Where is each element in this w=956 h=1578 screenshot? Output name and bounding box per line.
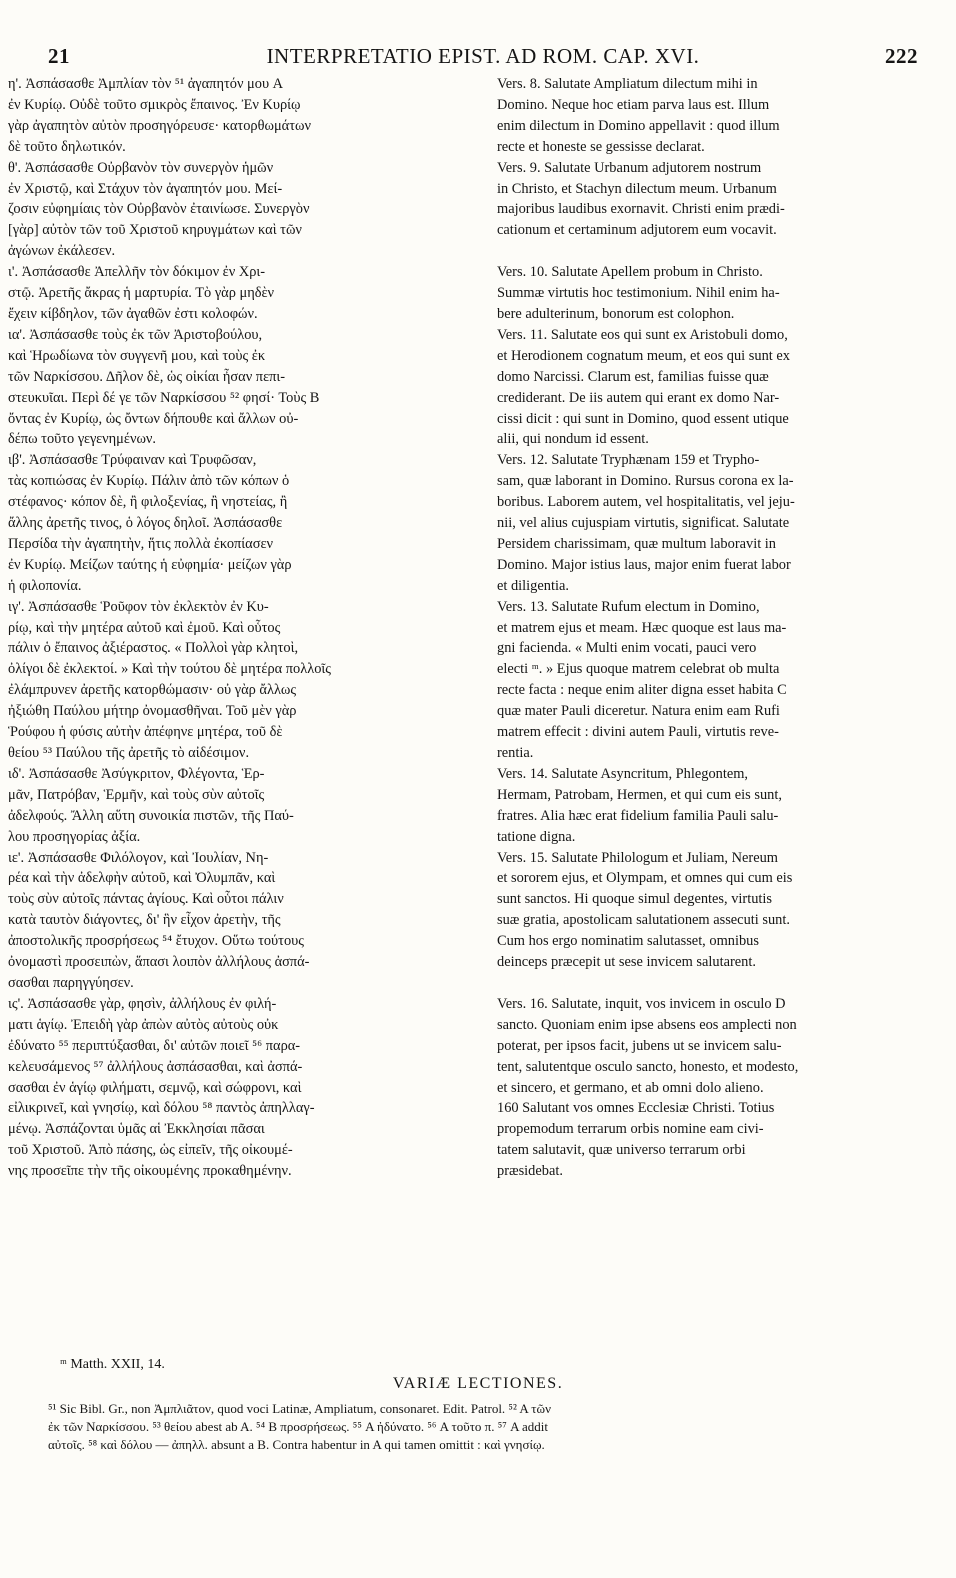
greek-text-line: μᾶν, Πατρόβαν, Ἑρμῆν, καὶ τοὺς σὺν αὐτοῖς bbox=[8, 786, 265, 803]
latin-text-line: sunt sanctos. Hi quoque simul degentes, virtutis bbox=[497, 891, 772, 908]
latin-text-line: sancto. Quoniam enim ipse absens eos amplecti non bbox=[497, 1016, 797, 1033]
greek-text-line: νης προσεῖπε τὴν τῆς οἰκουμένης προκαθημένην. bbox=[8, 1163, 292, 1180]
greek-text-line: δὲ τοῦτο δηλωτικόν. bbox=[8, 138, 126, 155]
latin-text-line: cissi dicit : qui sunt in Domino, quod essent utique bbox=[497, 410, 789, 427]
greek-text-line: ὀνομαστὶ προσειπὼν, ἅπασι λοιπὸν ἀλλήλους ἀσπά- bbox=[8, 954, 310, 971]
greek-text-line: ιβ'. Ἀσπάσασθε Τρύφαιναν καὶ Τρυφῶσαν, bbox=[8, 452, 257, 469]
latin-text-line: fratres. Alia hæc erat fidelium familia Pauli salu- bbox=[497, 807, 779, 824]
greek-text-line: δέπω τοῦτο γεγενημένων. bbox=[8, 431, 157, 448]
latin-text-line: Hermam, Patrobam, Hermen, et qui cum eis sunt, bbox=[497, 786, 782, 803]
latin-text-line: Vers. 13. Salutate Rufum electum in Domino, bbox=[497, 598, 760, 615]
greek-text-line: τοὺς σὺν αὐτοῖς πάντας ἁγίους. Καὶ οὗτοι πάλιν bbox=[8, 891, 284, 908]
latin-text-line: electi ᵐ. » Ejus quoque matrem celebrat ob multa bbox=[497, 661, 780, 678]
latin-text-line: Vers. 11. Salutate eos qui sunt ex Aristobuli domo, bbox=[497, 326, 788, 343]
greek-text-line: κατὰ ταυτὸν διάγοντες, δι' ἣν εἶχον ἀρετὴν, τῆς bbox=[8, 912, 281, 929]
running-title: INTERPRETATIO EPIST. AD ROM. CAP. XVI. bbox=[266, 44, 700, 68]
greek-text-line: ι'. Ἀσπάσασθε Ἀπελλῆν τὸν δόκιμον ἐν Χρι- bbox=[8, 264, 266, 281]
latin-text-line: gni facienda. « Multi enim vocati, pauci vero bbox=[497, 640, 757, 657]
greek-text-line: καὶ Ἡρωδίωνα τὸν συγγενῆ μου, καὶ τοὺς ἐκ bbox=[8, 347, 266, 364]
greek-text-column bbox=[8, 74, 448, 1182]
latin-text-line: boribus. Laborem autem, vel hospitalitatis, vel jeju- bbox=[497, 494, 795, 511]
latin-text-line: deinceps præcepit ut sese invicem salutarent. bbox=[497, 954, 756, 971]
latin-text-line: Persidem charissimam, quæ multum laboravit in bbox=[497, 535, 776, 552]
latin-text-line: et sincero, et germano, et ab omni dolo alieno. bbox=[497, 1079, 764, 1096]
latin-text-line: matrem effecit : divini autem Pauli, virtutis reve- bbox=[497, 724, 779, 741]
latin-text-line: Cum hos ergo nominatim salutasset, omnibus bbox=[497, 933, 759, 950]
latin-text-line: enim dilectum in Domino appellavit : quod illum bbox=[497, 117, 780, 134]
latin-text-line: rentia. bbox=[497, 745, 534, 761]
greek-text-line: σασθαι ἐν ἁγίῳ φιλήματι, σεμνῷ, καὶ σώφρονι, καὶ bbox=[8, 1079, 302, 1096]
latin-text-line: et sororem ejus, et Olympam, et omnes qui cum eis bbox=[497, 870, 793, 887]
greek-text-line: ρίῳ, καὶ τὴν μητέρα αὐτοῦ καὶ ἐμοῦ. Καὶ οὗτος bbox=[8, 619, 281, 636]
greek-text-line: πάλιν ὁ ἔπαινος ἀξιέραστος. « Πολλοὶ γὰρ κλητοὶ, bbox=[8, 640, 299, 657]
greek-text-line: ἐλάμπρυνεν ἀρετῆς κατορθώμασιν· οὐ γὰρ ἄλλως bbox=[8, 682, 297, 699]
latin-text-line bbox=[497, 973, 917, 994]
greek-text-line: θ'. Ἀσπάσασθε Οὐρβανὸν τὸν συνεργὸν ἡμῶν bbox=[8, 159, 274, 176]
latin-text-line: Vers. 12. Salutate Tryphænam 159 et Trypho- bbox=[497, 452, 760, 469]
latin-text-line: tent, salutentque osculo sancto, honesto, et modesto, bbox=[497, 1058, 799, 1075]
greek-text-line: ἀγώνων ἐκάλεσεν. bbox=[8, 243, 116, 260]
greek-text-line: τὰς κοπιώσας ἐν Κυρίῳ. Πάλιν ἀπὸ τῶν κόπων ὁ bbox=[8, 473, 290, 490]
right-page-number: 222 bbox=[885, 44, 918, 68]
latin-text-line: tatem salutavit, quæ universo terrarum orbi bbox=[497, 1142, 746, 1159]
latin-text-line: poterat, per ipsos facit, jubens ut se invicem salu- bbox=[497, 1037, 782, 1054]
latin-text-line bbox=[497, 241, 917, 262]
greek-text-line: Περσίδα τὴν ἀγαπητὴν, ἥτις πολλὰ ἐκοπίασεν bbox=[8, 535, 274, 552]
greek-text-line: ἠξιώθη Παύλου μήτηρ ὀνομασθῆναι. Τοῦ μὲν γὰρ bbox=[8, 703, 297, 720]
greek-text-line: σασθαι παρηγγύησεν. bbox=[8, 974, 134, 991]
greek-text-line: ἐν Κυρίῳ. Μείζων ταύτης ἡ εὐφημία· μείζων γὰρ bbox=[8, 556, 292, 573]
latin-text-line: Vers. 10. Salutate Apellem probum in Christo. bbox=[497, 264, 763, 281]
greek-text-line: λου προσηγορίας ἀξία. bbox=[8, 828, 141, 845]
greek-text-line: ἄλλης ἀρετῆς τινος, ὁ λόγος δηλοῖ. Ἀσπάσασθε bbox=[8, 515, 283, 532]
greek-text-line: η'. Ἀσπάσασθε Ἀμπλίαν τὸν ⁵¹ ἀγαπητόν μου A bbox=[8, 76, 284, 92]
greek-text-line: ιε'. Ἀσπάσασθε Φιλόλογον, καὶ Ἰουλίαν, Νη- bbox=[8, 849, 269, 866]
latin-text-line: majoribus laudibus exornavit. Christi enim prædi- bbox=[497, 201, 785, 218]
latin-text-line: Vers. 9. Salutate Urbanum adjutorem nostrum bbox=[497, 159, 762, 176]
latin-text-line: bere adulterinum, bonorum est colophon. bbox=[497, 305, 735, 322]
variant-reading-line: αὐτοῖς. ⁵⁸ καὶ δόλου — ἀπηλλ. absunt a B. Contra habentur in A qui tamen omittit : καὶ γνησίῳ. bbox=[48, 1437, 545, 1452]
greek-text-line: ἐν Χριστῷ, καὶ Στάχυν τὸν ἀγαπητόν μου. Μεί- bbox=[8, 180, 283, 197]
greek-text-line: ἀποστολικῆς προσρήσεως ⁵⁴ ἔτυχον. Οὕτω τούτους bbox=[8, 933, 304, 950]
latin-text-line: alii, qui nondum id essent. bbox=[497, 431, 649, 448]
latin-text-line: domo Narcissi. Clarum est, familias fuisse quæ bbox=[497, 368, 769, 385]
latin-text-line: cationum et certaminum adjutorem eum vocavit. bbox=[497, 222, 777, 239]
greek-text-line: κελευσάμενος ⁵⁷ ἀλλήλους ἀσπάσασθαι, καὶ ἀσπά- bbox=[8, 1058, 303, 1075]
latin-text-line: et matrem ejus et meam. Hæc quoque est laus ma- bbox=[497, 619, 787, 636]
latin-text-line: in Christo, et Stachyn dilectum meum. Urbanum bbox=[497, 180, 777, 197]
greek-text-line: ἀδελφούς. Ἄλλη αὕτη συνοικία πιστῶν, τῆς Παύ- bbox=[8, 807, 294, 824]
left-page-number: 21 bbox=[48, 44, 70, 68]
latin-text-line: 160 Salutant vos omnes Ecclesiæ Christi. Totius bbox=[497, 1100, 775, 1117]
greek-text-line: ματι ἁγίῳ. Ἐπειδὴ γὰρ ἀπὼν αὐτὸς αὐτοὺς οὐκ bbox=[8, 1016, 279, 1033]
latin-text-line: Vers. 8. Salutate Ampliatum dilectum mihi in bbox=[497, 76, 758, 92]
greek-text-line: ὄντας ἐν Κυρίῳ, ὡς ὄντων δήπουθε καὶ ἄλλων οὐ- bbox=[8, 410, 299, 427]
greek-text-line: στῷ. Ἀρετῆς ἄκρας ἡ μαρτυρία. Τὸ γὰρ μηδὲν bbox=[8, 285, 275, 302]
footnote-reference: ᵐ Matth. XXII, 14. bbox=[60, 1357, 165, 1372]
greek-text-line: τῶν Ναρκίσσου. Δῆλον δὲ, ὡς οἰκίαι ἦσαν πεπι- bbox=[8, 368, 286, 385]
latin-text-line: Vers. 15. Salutate Philologum et Juliam, Nereum bbox=[497, 849, 778, 866]
latin-text-line: Summæ virtutis hoc testimonium. Nihil enim ha- bbox=[497, 285, 780, 302]
greek-text-line: ρέα καὶ τὴν ἀδελφὴν αὐτοῦ, καὶ Ὀλυμπᾶν, καὶ bbox=[8, 870, 276, 887]
greek-text-line: ις'. Ἀσπάσασθε γὰρ, φησὶν, ἀλλήλους ἐν φιλή- bbox=[8, 995, 277, 1012]
latin-text-line: tatione digna. bbox=[497, 828, 576, 845]
variae-lectiones bbox=[48, 1400, 928, 1454]
greek-text-line: ζοσιν εὐφημίαις τὸν Οὐρβανὸν ἐταινίωσε. Συνεργὸν bbox=[8, 201, 310, 218]
greek-text-line: ιδ'. Ἀσπάσασθε Ἀσύγκριτον, Φλέγοντα, Ἑρ- bbox=[8, 765, 265, 782]
latin-text-line: propemodum terrarum orbis nomine eam civi- bbox=[497, 1121, 764, 1138]
latin-text-line: nii, vel alius cujuspiam virtutis, significat. Salutate bbox=[497, 515, 790, 532]
greek-text-line: [γὰρ] αὐτὸν τῶν τοῦ Χριστοῦ κηρυγμάτων καὶ τῶν bbox=[8, 222, 302, 239]
greek-text-line: ια'. Ἀσπάσασθε τοὺς ἐκ τῶν Ἀριστοβούλου, bbox=[8, 326, 263, 343]
variae-lectiones-title: VARIÆ LECTIONES. bbox=[392, 1375, 564, 1392]
latin-text-line: et Herodionem cognatum meum, et eos qui sunt ex bbox=[497, 347, 790, 364]
greek-text-line: ἔχειν κίβδηλον, τῶν ἀγαθῶν ἐστι κολοφών. bbox=[8, 305, 258, 322]
latin-text-line: Domino. Major istius laus, major enim fuerat labor bbox=[497, 556, 791, 573]
greek-text-line: γὰρ ἀγαπητὸν αὐτὸν προσηγόρευσε· κατορθωμάτων bbox=[8, 117, 311, 134]
greek-text-line: τοῦ Χριστοῦ. Ἀπὸ πάσης, ὡς εἰπεῖν, τῆς οἰκουμέ- bbox=[8, 1142, 293, 1159]
latin-text-line: suæ gratia, apostolicam salutationem assecuti sunt. bbox=[497, 912, 790, 929]
greek-text-line: ἐδύνατο ⁵⁵ περιπτύξασθαι, δι' αὐτῶν ποιεῖ ⁵⁶ παρα- bbox=[8, 1037, 301, 1054]
latin-text-line: recte facta : neque enim aliter digna esset habita C bbox=[497, 682, 787, 699]
latin-text-line: et diligentia. bbox=[497, 577, 569, 594]
greek-text-line: ἐν Κυρίῳ. Οὐδὲ τοῦτο σμικρὸς ἔπαινος. Ἐν Κυρίῳ bbox=[8, 96, 301, 113]
greek-text-line: ιγ'. Ἀσπάσασθε Ῥοῦφον τὸν ἐκλεκτὸν ἐν Κυ- bbox=[8, 598, 269, 615]
greek-text-line: ὀλίγοι δὲ ἐκλεκτοί. » Καὶ τὴν τούτου δὲ μητέρα πολλοῖς bbox=[8, 661, 331, 678]
greek-text-line: στευκυῖαι. Περὶ δέ γε τῶν Ναρκίσσου ⁵² φησί· Τοὺς B bbox=[8, 389, 320, 406]
latin-text-line: quæ mater Pauli diceretur. Natura enim eam Rufi bbox=[497, 703, 780, 720]
page-header bbox=[48, 44, 918, 70]
variant-reading-line: ⁵¹ Sic Bibl. Gr., non Ἀμπλιᾶτον, quod voci Latinæ, Ampliatum, consonaret. Edit. Patrol. ⁵² A τῶν bbox=[48, 1401, 551, 1416]
greek-text-line: ἡ φιλοπονία. bbox=[8, 577, 82, 594]
variant-reading-line: ἐκ τῶν Ναρκίσσου. ⁵³ θείου abest ab A. ⁵⁴ B προσρήσεως. ⁵⁵ A ἠδύνατο. ⁵⁶ A τοῦτο π. ⁵⁷ A addit bbox=[48, 1419, 548, 1434]
latin-text-column bbox=[497, 74, 917, 1182]
greek-text-line: Ῥούφου ἡ φύσις αὐτὴν ἀπέφηνε μητέρα, τοῦ δὲ bbox=[8, 724, 283, 741]
latin-text-line: recte et honeste se gessisse declarat. bbox=[497, 138, 705, 155]
greek-text-line: θείου ⁵³ Παύλου τῆς ἀρετῆς τὸ αἰδέσιμον. bbox=[8, 745, 250, 761]
latin-text-line: Vers. 14. Salutate Asyncritum, Phlegontem, bbox=[497, 765, 749, 782]
greek-text-line: μένῳ. Ἀσπάζονται ὑμᾶς αἱ Ἐκκλησίαι πᾶσαι bbox=[8, 1121, 265, 1138]
greek-text-line: στέφανος· κόπον δὲ, ἢ φιλοξενίας, ἢ νηστείας, ἢ bbox=[8, 494, 288, 511]
latin-text-line: Domino. Neque hoc etiam parva laus est. Illum bbox=[497, 96, 770, 113]
greek-text-line: εἰλικρινεῖ, καὶ γνησίῳ, καὶ δόλου ⁵⁸ παντὸς ἀπηλλαγ- bbox=[8, 1100, 315, 1117]
latin-text-line: Vers. 16. Salutate, inquit, vos invicem in osculo D bbox=[497, 995, 786, 1012]
latin-text-line: sam, quæ laborant in Domino. Rursus corona ex la- bbox=[497, 473, 794, 490]
latin-text-line: præsidebat. bbox=[497, 1163, 563, 1180]
latin-text-line: crediderant. De iis autem qui erant ex domo Nar- bbox=[497, 389, 780, 406]
